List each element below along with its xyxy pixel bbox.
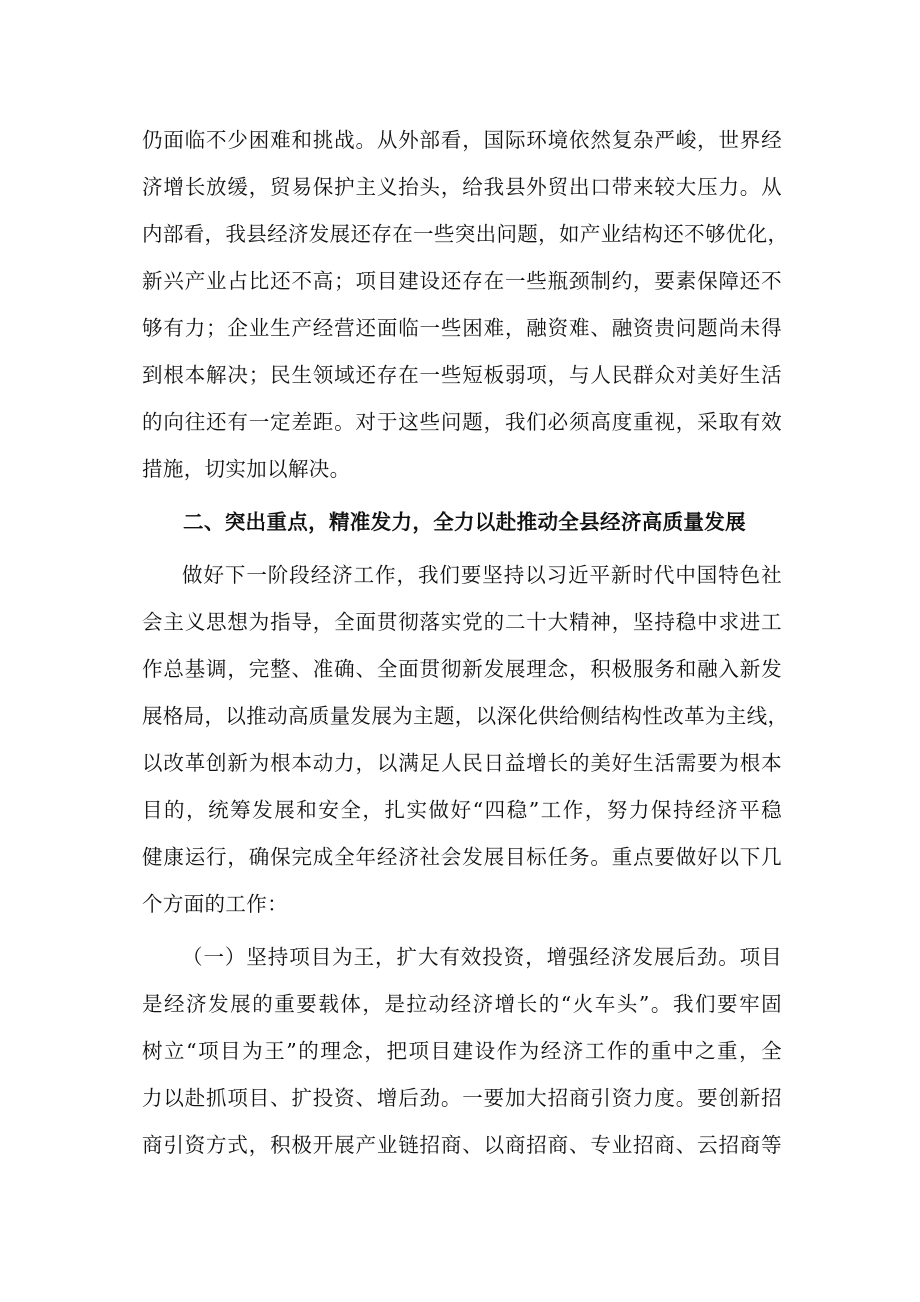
text-line: 力以赴抓项目、扩投资、增后劲。一要加大招商引资力度。要创新招 xyxy=(142,1086,782,1110)
text-line: 措施，切实加以解决。 xyxy=(142,457,351,481)
text-line: 以改革创新为根本动力，以满足人民日益增长的美好生活需要为根本 xyxy=(142,751,782,775)
text-line: 做好下一阶段经济工作，我们要坚持以习近平新时代中国特色社 xyxy=(182,563,782,587)
text-line: 仍面临不少困难和挑战。从外部看，国际环境依然复杂严峻，世界经 xyxy=(142,128,782,152)
text-line: 够有力；企业生产经营还面临一些困难，融资难、融资贵问题尚未得 xyxy=(142,316,782,340)
text-line: （一）坚持项目为王，扩大有效投资，增强经济发展后劲。项目 xyxy=(182,945,782,969)
text-line: 商引资方式，积极开展产业链招商、以商招商、专业招商、云招商等 xyxy=(142,1133,782,1157)
text-line: 作总基调，完整、准确、全面贯彻新发展理念，积极服务和融入新发 xyxy=(142,657,782,681)
text-line: 个方面的工作： xyxy=(142,892,288,916)
text-line: 到根本解决；民生领域还存在一些短板弱项，与人民群众对美好生活 xyxy=(142,363,782,387)
text-line: 新兴产业占比还不高；项目建设还存在一些瓶颈制约，要素保障还不 xyxy=(142,269,782,293)
text-line: 济增长放缓，贸易保护主义抬头，给我县外贸出口带来较大压力。从 xyxy=(142,175,782,199)
section-heading: 二、突出重点，精准发力，全力以赴推动全县经济高质量发展 xyxy=(183,510,746,534)
text-line: 会主义思想为指导，全面贯彻落实党的二十大精神，坚持稳中求进工 xyxy=(142,610,782,634)
text-line: 目的，统筹发展和安全，扎实做好“四稳”工作，努力保持经济平稳 xyxy=(142,798,782,822)
text-line: 内部看，我县经济发展还存在一些突出问题，如产业结构还不够优化， xyxy=(142,222,789,246)
text-line: 树立“项目为王”的理念，把项目建设作为经济工作的重中之重，全 xyxy=(142,1039,782,1063)
text-line: 健康运行，确保完成全年经济社会发展目标任务。重点要做好以下几 xyxy=(142,845,782,869)
text-line: 的向往还有一定差距。对于这些问题，我们必须高度重视，采取有效 xyxy=(142,410,782,434)
text-line: 是经济发展的重要载体，是拉动经济增长的“火车头”。我们要牢固 xyxy=(142,992,782,1016)
text-line: 展格局，以推动高质量发展为主题，以深化供给侧结构性改革为主线， xyxy=(142,704,789,728)
